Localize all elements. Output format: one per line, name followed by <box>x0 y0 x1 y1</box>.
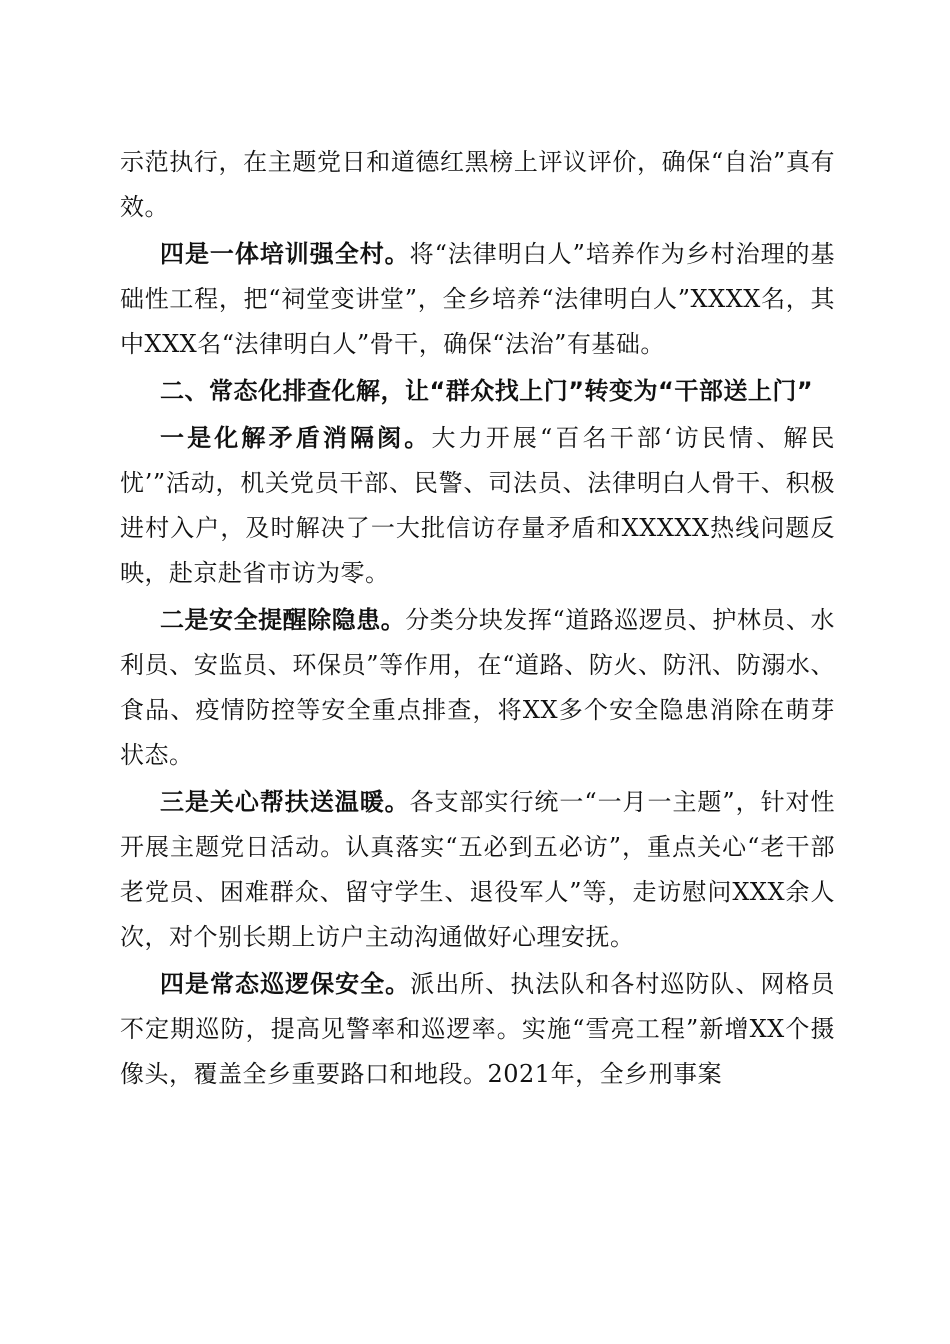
paragraph-lead: 二是安全提醒除隐患。 <box>160 606 406 634</box>
paragraph-care <box>120 780 835 960</box>
paragraph-text: 将“法律明白人”培养作为乡村治理的基础性工程，把“祠堂变讲堂”，全乡培养“法律明白人”XXXX名，其中XXX名“法律明白人”骨干，确保“法治”有基础。 <box>120 240 836 358</box>
document-body <box>120 140 835 1099</box>
paragraph-text: 各支部实行统一“一月一主题”，针对性开展主题党日活动。认真落实“五必到五必访”，重点关心“老干部老党员、困难群众、留守学生、退役军人”等，走访慰问XXX余人次，对个别长期上访户主动沟通做好心理安抚。 <box>120 788 836 951</box>
paragraph-lead: 四是常态巡逻保安全。 <box>160 970 411 998</box>
paragraph-text: 分类分块发挥“道路巡逻员、护林员、水利员、安监员、环保员”等作用，在“道路、防火、防汛、防溺水、食品、疫情防控等安全重点排查，将XX多个安全隐患消除在萌芽状态。 <box>120 606 835 769</box>
paragraph-lead: 三是关心帮扶送温暖。 <box>160 788 410 816</box>
section-heading-text: 二、常态化排查化解，让“群众找上门”转变为“干部送上门” <box>160 377 814 405</box>
paragraph-text: 大力开展“百名干部‘访民情、解民忧’”活动，机关党员干部、民警、司法员、法律明白人骨干、积极进村入户，及时解决了一大批信访存量矛盾和XXXXX热线问题反映，赴京赴省市访为零。 <box>120 424 835 587</box>
paragraph-safety <box>120 598 835 778</box>
section-heading <box>120 369 835 414</box>
paragraph-training <box>120 232 835 367</box>
paragraph-lead: 四是一体培训强全村。 <box>160 240 410 268</box>
paragraph-text: 示范执行，在主题党日和道德红黑榜上评议评价，确保“自治”真有效。 <box>120 148 835 221</box>
paragraph-lead: 一是化解矛盾消隔阂。 <box>160 424 432 452</box>
paragraph-resolve-conflicts <box>120 416 835 596</box>
paragraph-text: 派出所、执法队和各村巡防队、网格员不定期巡防，提高见警率和巡逻率。实施“雪亮工程”新增XX个摄像头，覆盖全乡重要路口和地段。2021年，全乡刑事案 <box>120 970 836 1088</box>
paragraph-continuation <box>120 140 835 230</box>
paragraph-patrol <box>120 962 835 1097</box>
